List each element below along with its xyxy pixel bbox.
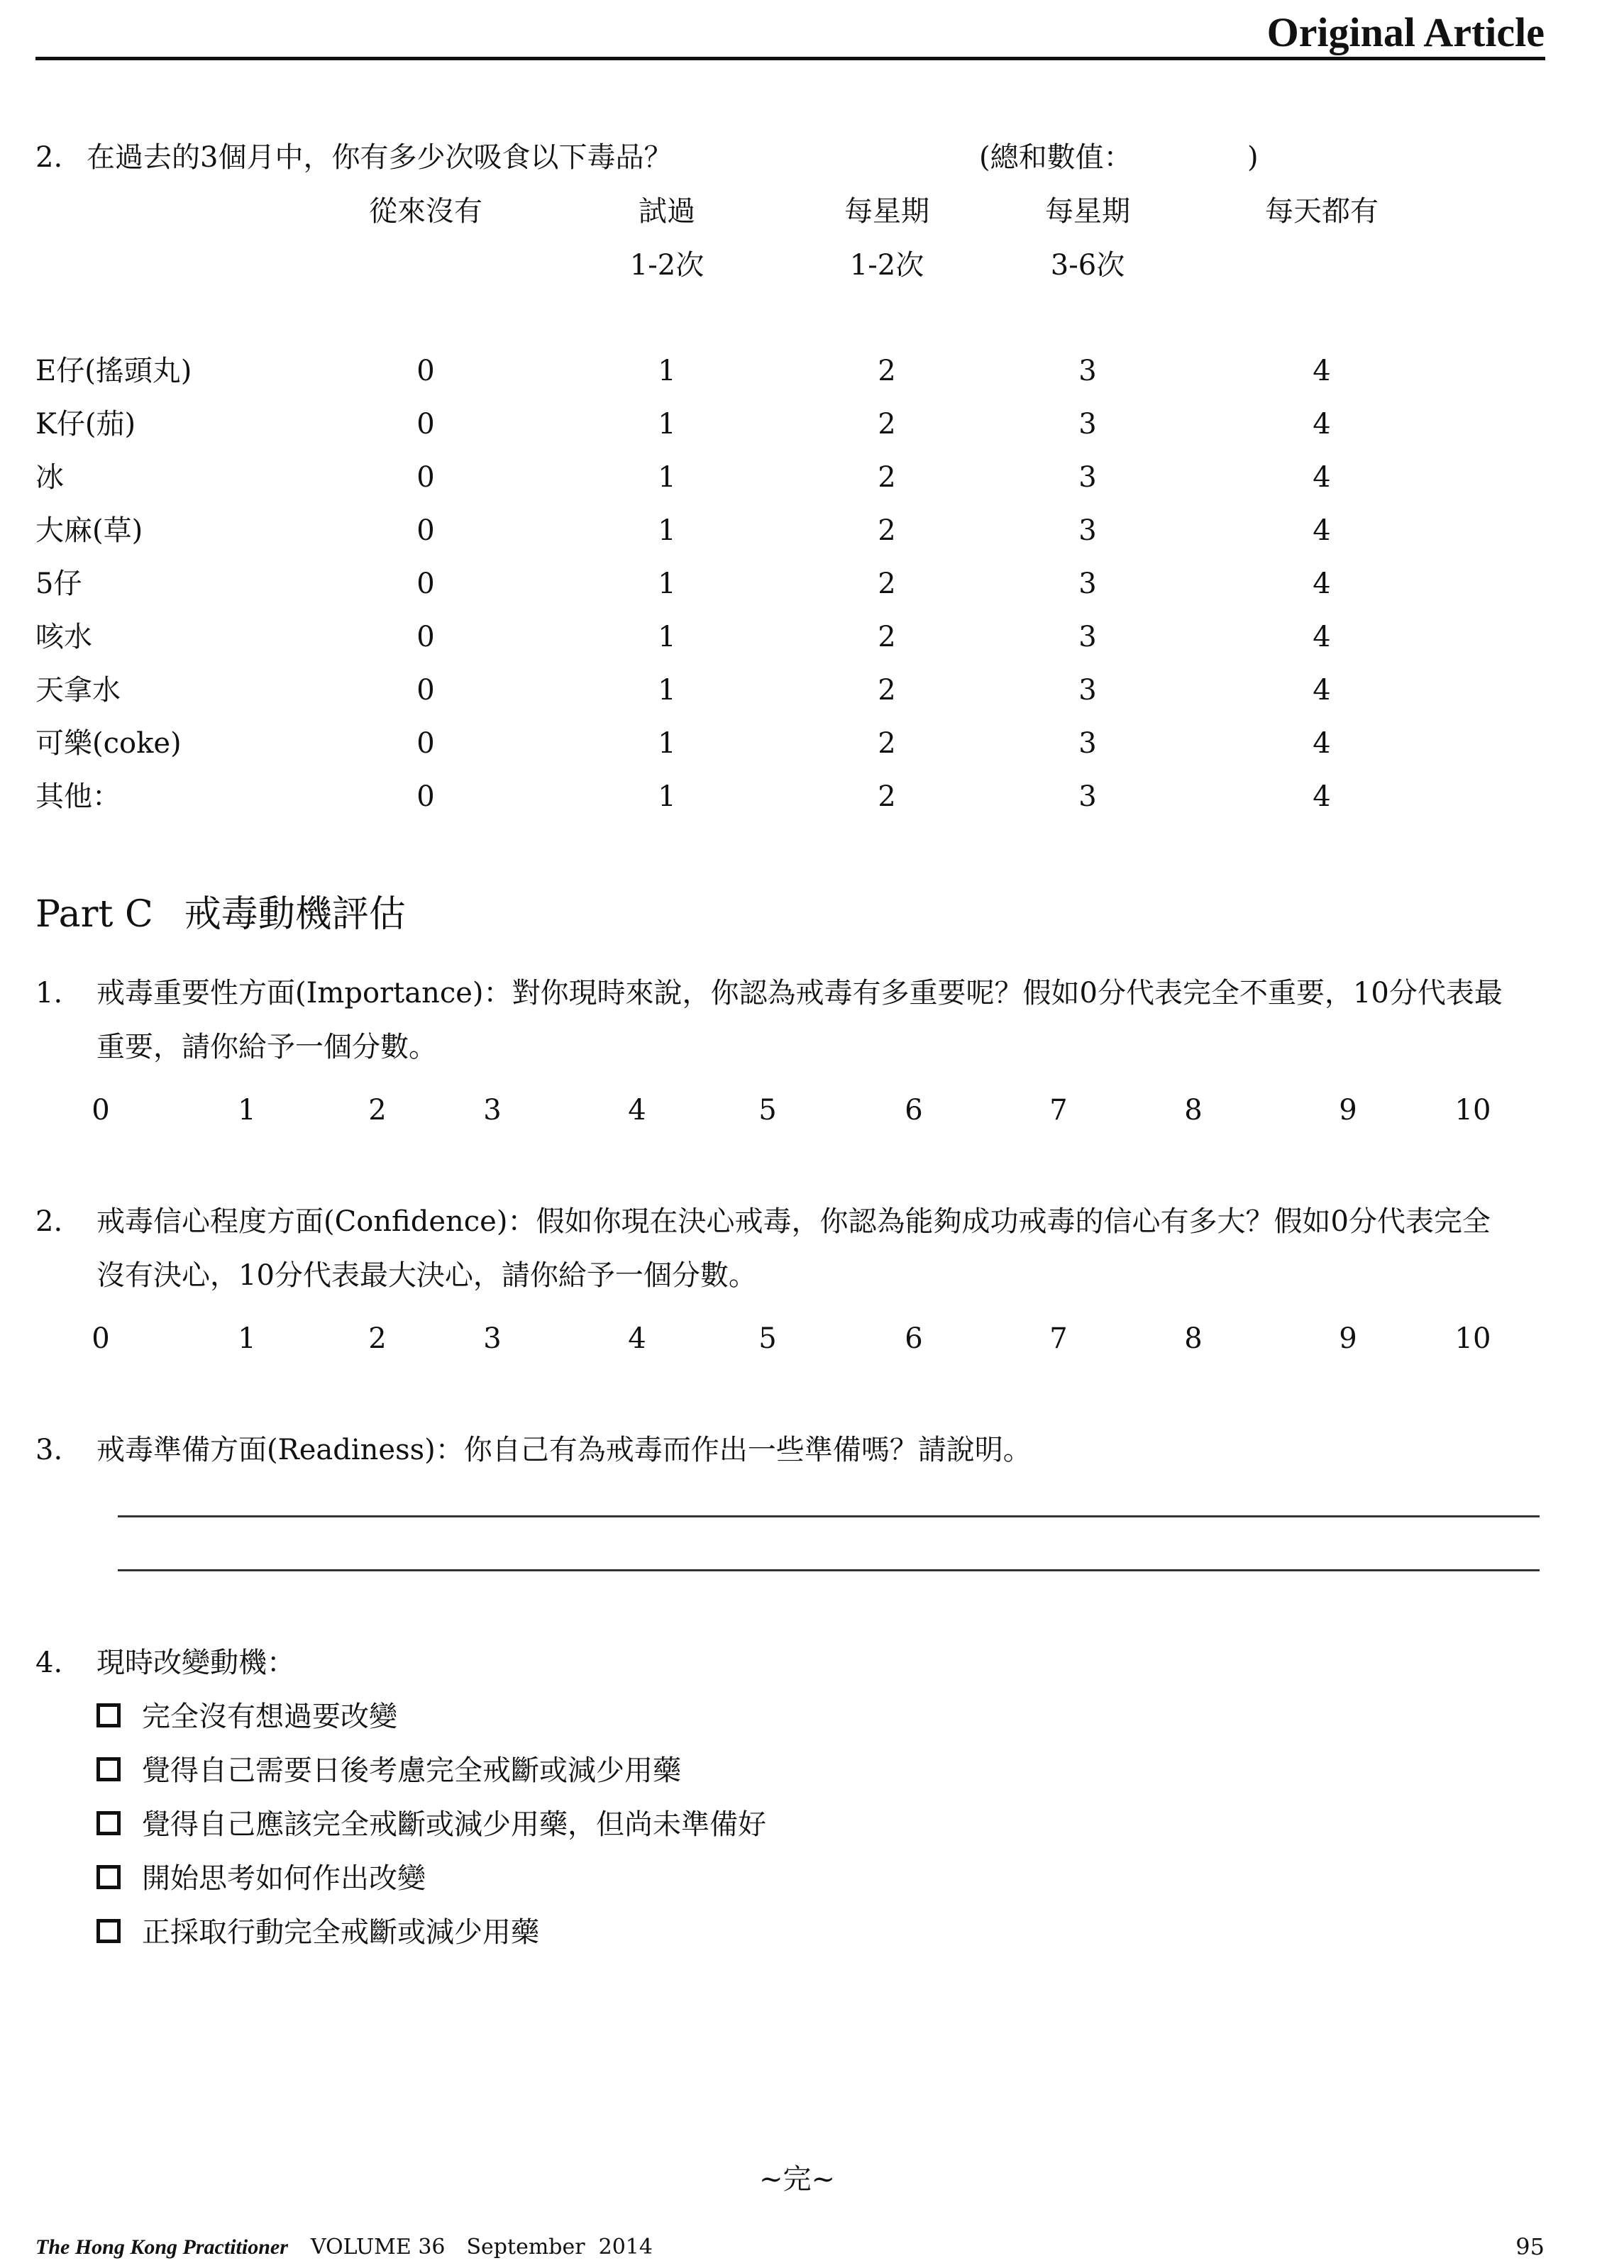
score-option[interactable]: 3	[1078, 674, 1097, 707]
freq-header-line1: 每天都有	[1265, 195, 1379, 228]
score-option[interactable]: 3	[1078, 780, 1097, 813]
score-option[interactable]: 2	[878, 514, 896, 547]
score-option[interactable]: 3	[1078, 514, 1097, 547]
drug-label: 5仔	[35, 568, 82, 600]
score-column-daily	[1279, 345, 1364, 824]
score-option[interactable]: 1	[658, 780, 676, 813]
drug-label: 咳水	[35, 621, 92, 653]
freq-header-line1: 每星期	[844, 195, 929, 228]
motivation-option[interactable]	[96, 1905, 766, 1959]
footer-date: September 2014	[466, 2235, 653, 2259]
score-option[interactable]: 0	[416, 780, 435, 813]
score-option[interactable]: 4	[1313, 780, 1331, 813]
score-option[interactable]: 1	[658, 461, 676, 494]
part-c-q2-line2: 沒有決心，10分代表最大決心，請你給予一個分數。	[96, 1259, 757, 1292]
drug-label: K仔(茄)	[35, 408, 136, 441]
score-option[interactable]: 2	[878, 568, 896, 600]
drug-label: 可樂(coke)	[35, 727, 182, 760]
part-c-q4-title: 現時改變動機：	[96, 1647, 295, 1679]
footer-volume: VOLUME 36	[310, 2235, 446, 2259]
importance-scale-option[interactable]: 3	[483, 1094, 502, 1127]
score-option[interactable]: 0	[416, 514, 435, 547]
q2-total-label: (總和數值：	[979, 141, 1132, 174]
score-option[interactable]: 1	[658, 408, 676, 441]
part-c-q1-text	[96, 966, 1503, 1074]
footer	[35, 2235, 653, 2259]
score-option[interactable]: 1	[658, 355, 676, 387]
score-option[interactable]: 0	[416, 727, 435, 760]
score-option[interactable]: 0	[416, 621, 435, 653]
checkbox[interactable]	[96, 1919, 121, 1943]
score-option[interactable]: 4	[1313, 408, 1331, 441]
score-option[interactable]: 4	[1313, 568, 1331, 600]
score-option[interactable]: 0	[416, 461, 435, 494]
score-option[interactable]: 3	[1078, 621, 1097, 653]
part-c-q3-text: 戒毒準備方面(Readiness)：你自己有為戒毒而作出一些準備嗎？請說明。	[96, 1434, 1032, 1466]
confidence-scale-option[interactable]: 2	[368, 1322, 387, 1355]
motivation-option-label: 覺得自己應該完全戒斷或減少用藥，但尚未準備好	[142, 1808, 766, 1841]
freq-header-never	[319, 184, 532, 238]
score-column-weekly-3-6	[1045, 345, 1130, 824]
motivation-option[interactable]	[96, 1852, 766, 1905]
importance-scale-option[interactable]: 10	[1454, 1094, 1491, 1127]
part-c-heading	[35, 884, 437, 937]
importance-scale-option[interactable]: 7	[1049, 1094, 1068, 1127]
score-option[interactable]: 2	[878, 408, 896, 441]
readiness-answer-line-1[interactable]	[118, 1515, 1540, 1517]
motivation-option[interactable]	[96, 1798, 766, 1852]
importance-scale-option[interactable]: 9	[1339, 1094, 1357, 1127]
confidence-scale-option[interactable]: 8	[1184, 1322, 1203, 1355]
header-title: Original Article	[1266, 9, 1545, 55]
motivation-option[interactable]	[96, 1690, 766, 1744]
confidence-scale-option[interactable]: 9	[1339, 1322, 1357, 1355]
part-c-title: 戒毒動機評估	[184, 893, 406, 936]
drug-label: 大麻(草)	[35, 514, 143, 547]
confidence-scale-option[interactable]: 5	[758, 1322, 777, 1355]
score-column-weekly-1-2	[844, 345, 929, 824]
freq-header-daily	[1215, 184, 1428, 238]
footer-journal: The Hong Kong Practitioner	[35, 2235, 288, 2259]
checkbox[interactable]	[96, 1811, 121, 1835]
confidence-scale-option[interactable]: 0	[92, 1322, 110, 1355]
freq-header-line2: 1-2次	[849, 249, 924, 282]
part-c-q2-number: 2.	[35, 1205, 63, 1238]
drug-label: 天拿水	[35, 674, 121, 707]
part-c-q1-number: 1.	[35, 977, 63, 1009]
score-option[interactable]: 2	[878, 355, 896, 387]
freq-header-tried	[560, 184, 773, 292]
checkbox[interactable]	[96, 1703, 121, 1727]
score-option[interactable]: 2	[878, 674, 896, 707]
freq-header-weekly-1-2	[780, 184, 993, 292]
page-number: 95	[1515, 2233, 1545, 2260]
score-option[interactable]: 2	[878, 727, 896, 760]
importance-scale-option[interactable]: 5	[758, 1094, 777, 1127]
importance-scale-option[interactable]: 0	[92, 1094, 110, 1127]
confidence-scale-option[interactable]: 6	[905, 1322, 923, 1355]
score-option[interactable]: 1	[658, 568, 676, 600]
score-option[interactable]: 3	[1078, 355, 1097, 387]
score-option[interactable]: 3	[1078, 461, 1097, 494]
part-c-q4-number: 4.	[35, 1647, 63, 1679]
score-option[interactable]: 4	[1313, 621, 1331, 653]
importance-scale-option[interactable]: 8	[1184, 1094, 1203, 1127]
score-option[interactable]: 1	[658, 621, 676, 653]
importance-scale-option[interactable]: 2	[368, 1094, 387, 1127]
drug-label: 冰	[35, 461, 64, 494]
motivation-option-label: 完全沒有想過要改變	[142, 1700, 397, 1733]
freq-header-line1: 從來沒有	[369, 195, 482, 228]
score-option[interactable]: 0	[416, 355, 435, 387]
freq-header-line1: 每星期	[1045, 195, 1130, 228]
importance-scale-option[interactable]: 6	[905, 1094, 923, 1127]
q2-question: 在過去的3個月中，你有多少次吸食以下毒品？	[87, 141, 673, 174]
score-option[interactable]: 1	[658, 674, 676, 707]
confidence-scale-option[interactable]: 1	[238, 1322, 256, 1355]
freq-header-line2: 1-2次	[629, 249, 705, 282]
readiness-answer-line-2[interactable]	[118, 1569, 1540, 1571]
importance-scale-option[interactable]: 4	[628, 1094, 646, 1127]
importance-scale-option[interactable]: 1	[238, 1094, 256, 1127]
header-rule	[35, 57, 1545, 60]
drug-labels	[35, 345, 192, 824]
q2-total-close: )	[1247, 141, 1259, 174]
part-c-q3-number: 3.	[35, 1434, 63, 1466]
checkbox[interactable]	[96, 1865, 121, 1889]
score-option[interactable]: 0	[416, 568, 435, 600]
score-option[interactable]: 1	[658, 727, 676, 760]
confidence-scale-option[interactable]: 7	[1049, 1322, 1068, 1355]
confidence-scale-option[interactable]: 3	[483, 1322, 502, 1355]
score-option[interactable]: 0	[416, 408, 435, 441]
freq-header-line1: 試過	[639, 195, 695, 228]
motivation-option-label: 開始思考如何作出改變	[142, 1862, 426, 1895]
freq-header-weekly-3-6	[981, 184, 1194, 292]
part-c-q1-line1: 戒毒重要性方面(Importance)：對你現時來說，你認為戒毒有多重要呢？假如0分代表完全不重要，10分代表最	[96, 977, 1503, 1009]
score-option[interactable]: 1	[658, 514, 676, 547]
score-option[interactable]: 4	[1313, 355, 1331, 387]
score-option[interactable]: 3	[1078, 408, 1097, 441]
part-c-q1-line2: 重要，請你給予一個分數。	[96, 1031, 437, 1063]
part-c-q2-line1: 戒毒信心程度方面(Confidence)：假如你現在決心戒毒，你認為能夠成功戒毒的信心有多大？假如0分代表完全	[96, 1205, 1491, 1238]
motivation-option-label: 正採取行動完全戒斷或減少用藥	[142, 1916, 539, 1949]
motivation-options	[96, 1690, 766, 1959]
score-option[interactable]: 3	[1078, 568, 1097, 600]
score-option[interactable]: 2	[878, 780, 896, 813]
score-option[interactable]: 4	[1313, 727, 1331, 760]
drug-label: 其他：	[35, 780, 121, 813]
confidence-scale-option[interactable]: 4	[628, 1322, 646, 1355]
freq-header-line2: 3-6次	[1050, 249, 1125, 282]
score-option[interactable]: 4	[1313, 514, 1331, 547]
confidence-scale-option[interactable]: 10	[1454, 1322, 1491, 1355]
part-c-q2-text	[96, 1195, 1491, 1302]
checkbox[interactable]	[96, 1757, 121, 1781]
motivation-option[interactable]	[96, 1744, 766, 1798]
drug-label: E仔(搖頭丸)	[35, 355, 192, 387]
score-option[interactable]: 4	[1313, 674, 1331, 707]
score-option[interactable]: 2	[878, 621, 896, 653]
score-option[interactable]: 0	[416, 674, 435, 707]
end-mark: ~完~	[759, 2163, 836, 2196]
motivation-option-label: 覺得自己需要日後考慮完全戒斷或減少用藥	[142, 1754, 681, 1787]
score-column-tried	[624, 345, 709, 824]
part-c-label: Part C	[35, 893, 153, 936]
score-option[interactable]: 2	[878, 461, 896, 494]
score-option[interactable]: 3	[1078, 727, 1097, 760]
q2-number: 2.	[35, 141, 63, 174]
score-option[interactable]: 4	[1313, 461, 1331, 494]
score-column-never	[383, 345, 468, 824]
